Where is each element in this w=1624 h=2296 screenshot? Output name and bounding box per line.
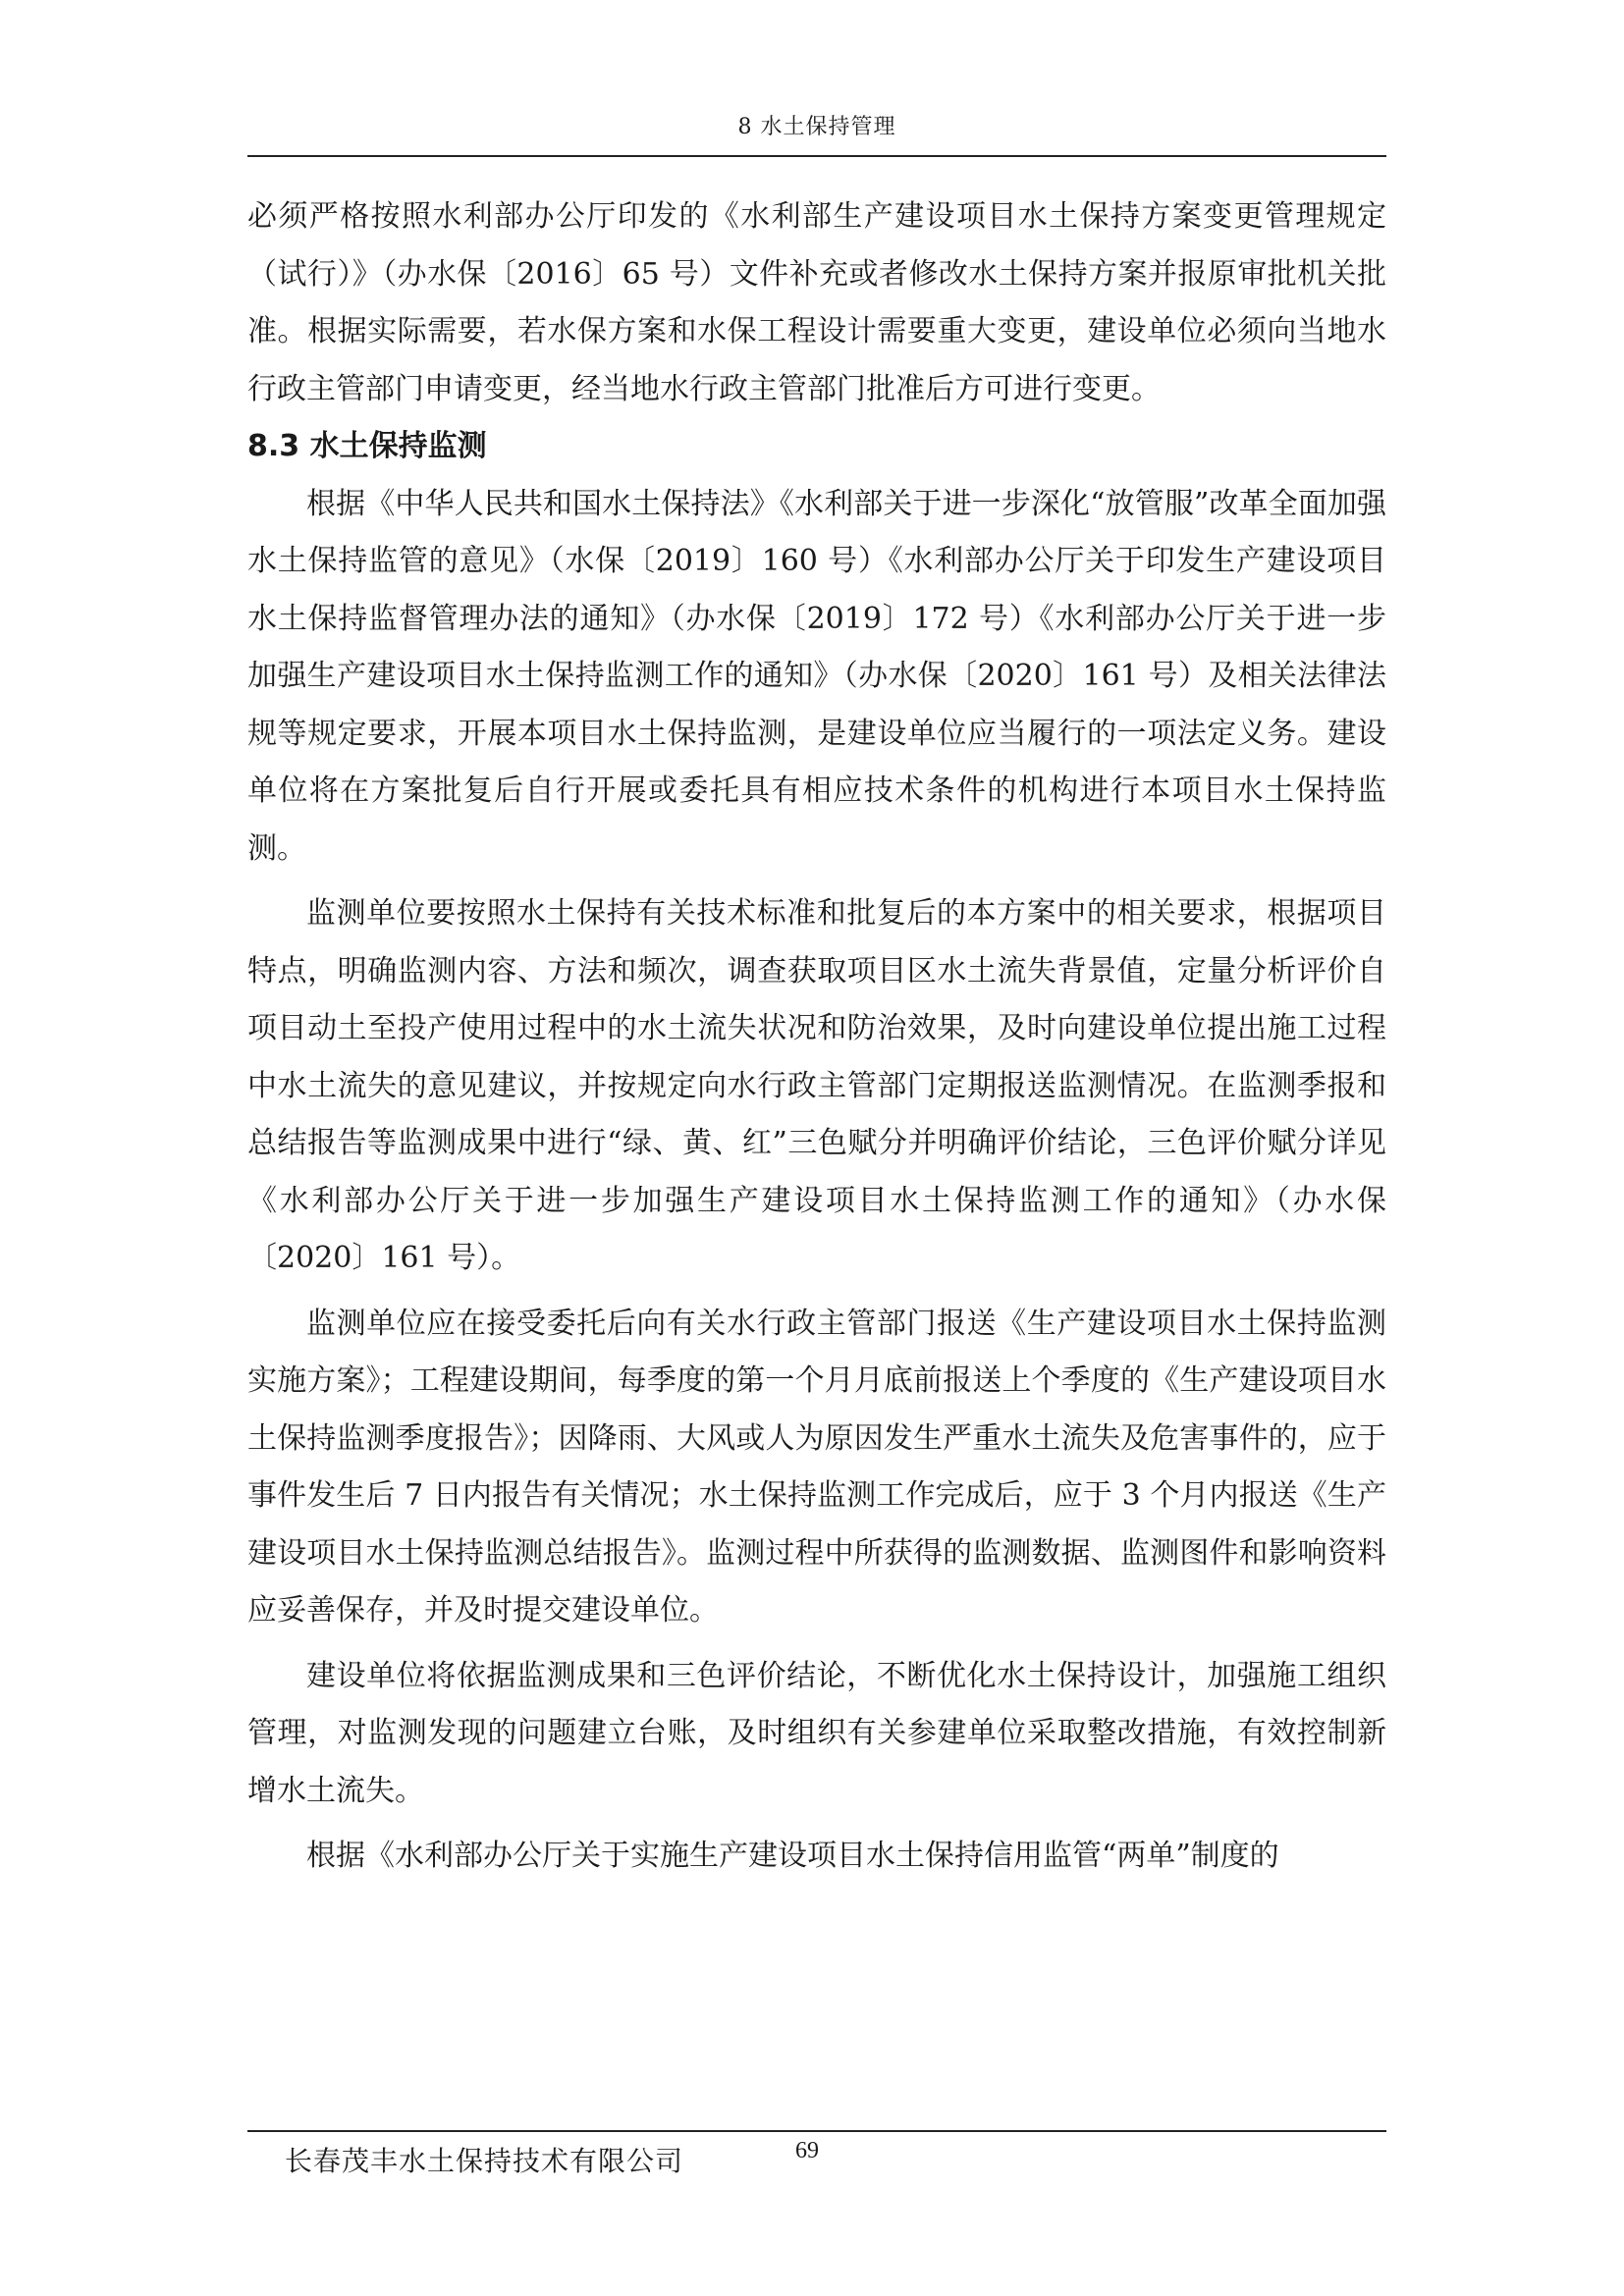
page-body [247,188,1386,1886]
header-divider [247,155,1386,157]
paragraph-monitoring-requirements: 监测单位要按照水土保持有关技术标准和批复后的本方案中的相关要求，根据项目特点，明确监测内容、方法和频次，调查获取项目区水土流失背景值，定量分析评价自项目动土至投产使用过程中的水土流失状况和防治效果，及时向建设单位提出施工过程中水土流失的意见建议，并按规定向水行政主管部门定期报送监测情况。在监测季报和总结报告等监测成果中进行“绿、黄、红”三色赋分并明确评价结论，三色评价赋分详见《水利部办公厅关于进一步加强生产建设项目水土保持监测工作的通知》（办水保〔2020〕161 号）。 [247,896,1386,1275]
continuation-paragraph: 必须严格按照水利部办公厅印发的《水利部生产建设项目水土保持方案变更管理规定（试行）》（办水保〔2016〕65 号）文件补充或者修改水土保持方案并报原审批机关批准。根据实际需要，若水保方案和水保工程设计需要重大变更，建设单位必须向当地水行政主管部门申请变更，经当地水行政主管部门批准后方可进行变更。 [247,199,1386,406]
section-heading: 8.3 水土保持监测 [247,429,487,463]
paragraph-legal-basis: 根据《中华人民共和国水土保持法》《水利部关于进一步深化“放管服”改革全面加强水土保持监管的意见》（水保〔2019〕160 号）《水利部办公厅关于印发生产建设项目水土保持监督管理办法的通知》（办水保〔2019〕172 号）《水利部办公厅关于进一步加强生产建设项目水土保持监测工作的通知》（办水保〔2020〕161 号）及相关法律法规等规定要求，开展本项目水土保持监测，是建设单位应当履行的一项法定义务。建设单位将在方案批复后自行开展或委托具有相应技术条件的机构进行本项目水土保持监测。 [247,486,1386,866]
paragraph-credit-supervision: 根据《水利部办公厅关于实施生产建设项目水土保持信用监管“两单”制度的 [306,1839,1279,1873]
page-number: 69 [795,2138,819,2163]
paragraph-reporting-schedule: 监测单位应在接受委托后向有关水行政主管部门报送《生产建设项目水土保持监测实施方案》；工程建设期间，每季度的第一个月月底前报送上个季度的《生产建设项目水土保持监测季度报告》；因降雨、大风或人为原因发生严重水土流失及危害事件的，应于事件发生后 7 日内报告有关情况；水土保持监测工作完成后，应于 3 个月内报送《生产建设项目水土保持监测总结报告》。监测过程中所获得的监测数据、监测图件和影响资料应妥善保存，并及时提交建设单位。 [247,1306,1386,1628]
paragraph-construction-unit-actions: 建设单位将依据监测成果和三色评价结论，不断优化水土保持设计，加强施工组织管理，对监测发现的问题建立台账，及时组织有关参建单位采取整改措施，有效控制新增水土流失。 [247,1658,1386,1808]
footer-divider [247,2130,1386,2132]
running-header: 8 水土保持管理 [737,115,896,139]
footer-company-name: 长春茂丰水土保持技术有限公司 [285,2145,684,2177]
